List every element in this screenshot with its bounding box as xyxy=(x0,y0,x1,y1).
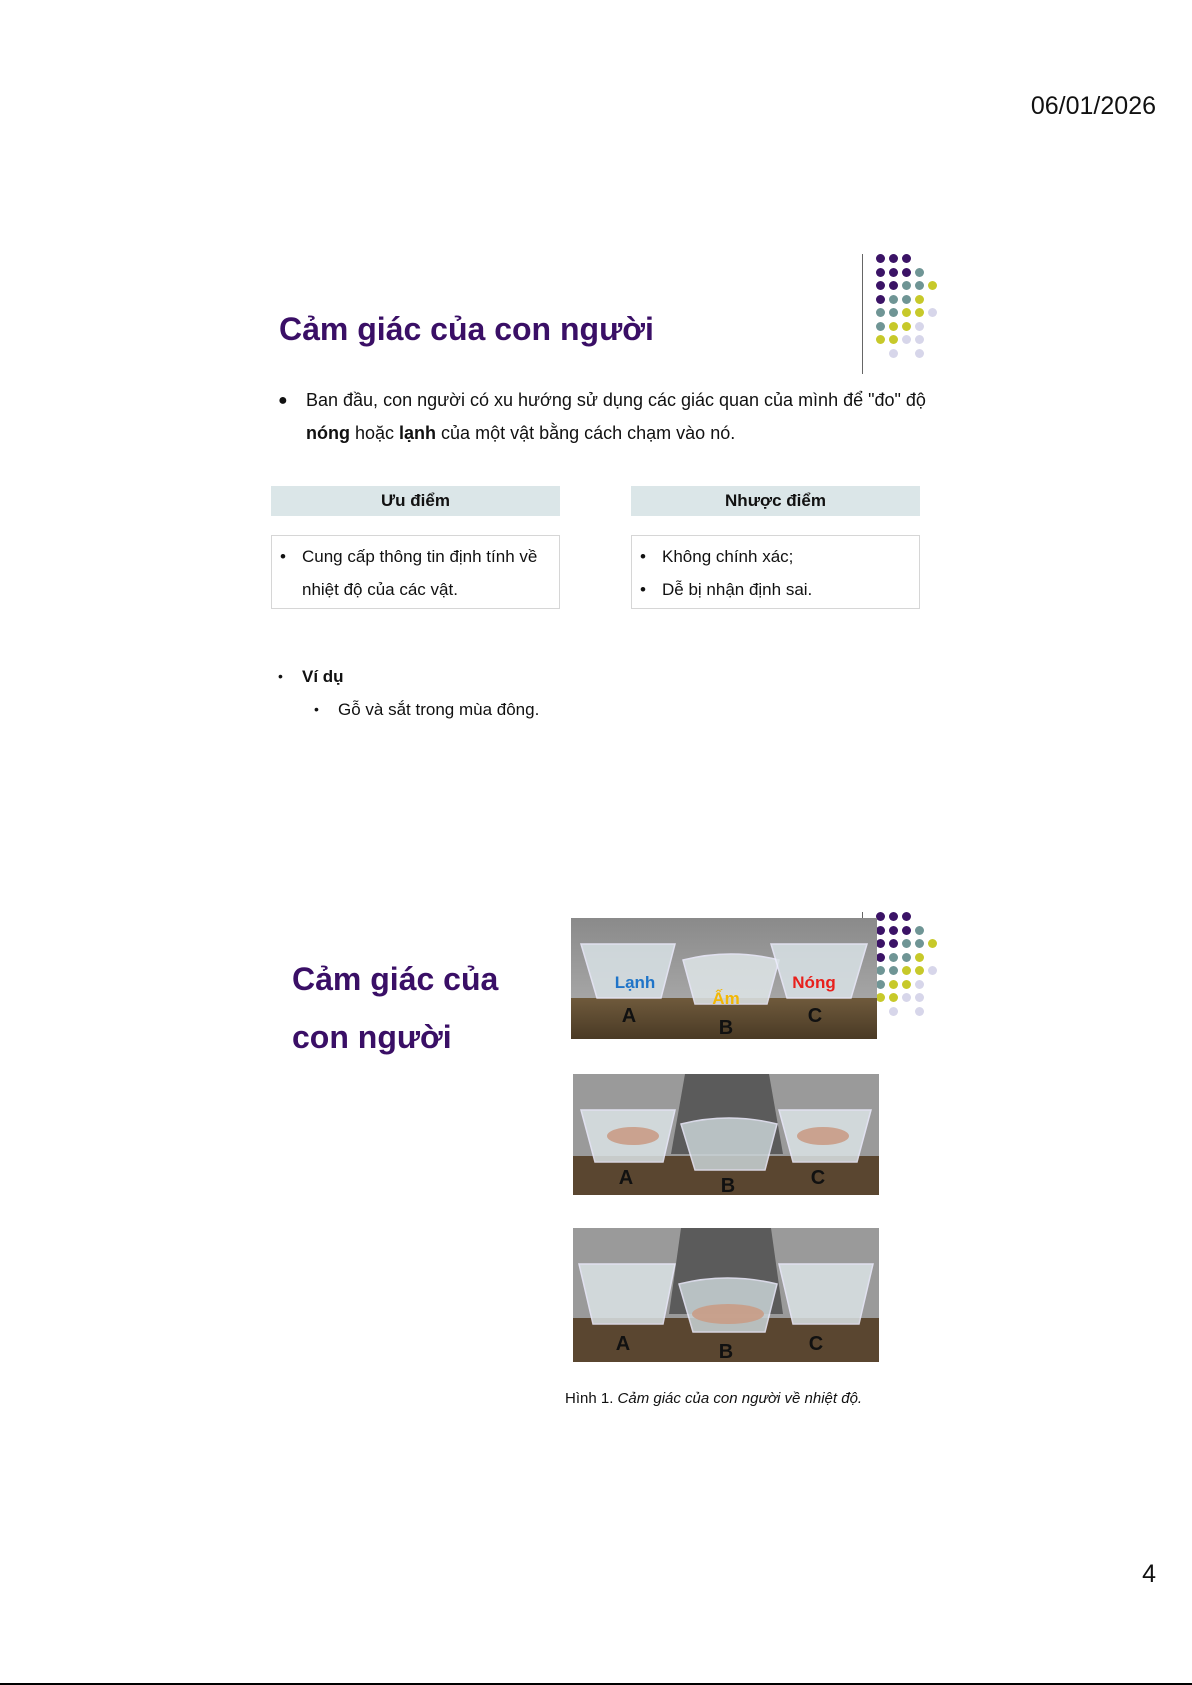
decorative-dot xyxy=(876,912,885,921)
decorative-dot xyxy=(889,281,898,290)
decorative-dot xyxy=(876,993,885,1002)
label-cold: Lạnh xyxy=(614,973,656,992)
slide1-dot-decoration xyxy=(876,254,956,364)
intro-text-part3: của một vật bằng cách chạm vào nó. xyxy=(436,423,736,443)
decorative-dot xyxy=(876,322,885,331)
slide1-example xyxy=(278,660,539,726)
decorative-dot xyxy=(889,295,898,304)
decorative-dot xyxy=(902,295,911,304)
decorative-dot xyxy=(876,335,885,344)
bowl-label-c: C xyxy=(807,1005,823,1027)
intro-bold-hot: nóng xyxy=(306,423,350,443)
decorative-dot xyxy=(889,939,898,948)
bowl-label-b: B xyxy=(720,1175,736,1195)
decorative-dot xyxy=(915,308,924,317)
decorative-dot xyxy=(915,281,924,290)
decorative-dot xyxy=(928,966,937,975)
slide1-divider-line xyxy=(862,254,863,374)
decorative-dot xyxy=(928,308,937,317)
decorative-dot xyxy=(915,966,924,975)
slide2-title-line2: con người xyxy=(292,1019,452,1055)
decorative-dot xyxy=(902,966,911,975)
bowl-label-a: A xyxy=(615,1333,631,1355)
page-number: 4 xyxy=(1142,1560,1156,1588)
decorative-dot xyxy=(889,335,898,344)
decorative-dot xyxy=(876,308,885,317)
header-date: 06/01/2026 xyxy=(1030,92,1156,120)
caption-prefix: Hình 1. xyxy=(565,1390,618,1407)
decorative-dot xyxy=(902,993,911,1002)
bowl-label-c: C xyxy=(810,1167,826,1189)
decorative-dot xyxy=(915,349,924,358)
bowl-label-a: A xyxy=(618,1167,634,1189)
photo-hands-in-middle-bowl xyxy=(573,1228,879,1362)
decorative-dot xyxy=(876,295,885,304)
decorative-dot xyxy=(876,254,885,263)
decorative-dot xyxy=(915,953,924,962)
decorative-dot xyxy=(889,912,898,921)
decorative-dot xyxy=(876,926,885,935)
decorative-dot xyxy=(902,308,911,317)
decorative-dot xyxy=(902,254,911,263)
decorative-dot xyxy=(902,912,911,921)
decorative-dot xyxy=(915,993,924,1002)
slide1-title: Cảm giác của con người xyxy=(279,311,654,347)
decorative-dot xyxy=(889,1007,898,1016)
decorative-dot xyxy=(876,939,885,948)
decorative-dot xyxy=(889,993,898,1002)
decorative-dot xyxy=(889,254,898,263)
decorative-dot xyxy=(902,335,911,344)
decorative-dot xyxy=(902,322,911,331)
decorative-dot xyxy=(902,281,911,290)
decorative-dot xyxy=(876,966,885,975)
disadvantages-box xyxy=(631,535,920,609)
caption-italic: Cảm giác của con người về nhiệt độ. xyxy=(617,1390,863,1407)
decorative-dot xyxy=(915,268,924,277)
intro-bold-cold: lạnh xyxy=(399,423,437,443)
intro-text-part1: Ban đầu, con người có xu hướng sử dụng các giác quan của mình để "đo" độ xyxy=(306,390,926,410)
decorative-dot xyxy=(928,939,937,948)
decorative-dot xyxy=(876,980,885,989)
figure-caption xyxy=(565,1390,862,1407)
decorative-dot xyxy=(915,1007,924,1016)
decorative-dot xyxy=(902,268,911,277)
decorative-dot xyxy=(889,308,898,317)
decorative-dot xyxy=(915,980,924,989)
decorative-dot xyxy=(889,268,898,277)
advantages-item: • Cung cấp thông tin định tính về nhiệt độ của các vật. xyxy=(280,540,551,606)
decorative-dot xyxy=(915,335,924,344)
decorative-dot xyxy=(889,322,898,331)
decorative-dot xyxy=(876,281,885,290)
photo-hands-in-outer-bowls xyxy=(573,1074,879,1195)
decorative-dot xyxy=(889,349,898,358)
intro-bullet-icon: ● xyxy=(278,392,288,409)
decorative-dot xyxy=(876,268,885,277)
bowl-label-b: B xyxy=(718,1017,734,1039)
slide2-dot-decoration xyxy=(876,912,956,1022)
decorative-dot xyxy=(889,953,898,962)
decorative-dot xyxy=(902,953,911,962)
disadvantages-item: • Dễ bị nhận định sai. xyxy=(640,573,911,606)
decorative-dot xyxy=(902,926,911,935)
decorative-dot xyxy=(902,980,911,989)
bowl-label-c: C xyxy=(808,1333,824,1355)
decorative-dot xyxy=(915,322,924,331)
disadvantages-item: • Không chính xác; xyxy=(640,540,911,573)
advantages-box xyxy=(271,535,560,609)
decorative-dot xyxy=(915,295,924,304)
decorative-dot xyxy=(915,939,924,948)
example-item: • Gỗ và sắt trong mùa đông. xyxy=(314,693,539,726)
decorative-dot xyxy=(902,939,911,948)
photo-bowls-labeled xyxy=(571,918,877,1039)
disadvantages-header: Nhược điểm xyxy=(631,486,920,516)
advantages-header: Ưu điểm xyxy=(271,486,560,516)
decorative-dot xyxy=(889,926,898,935)
decorative-dot xyxy=(876,953,885,962)
bowl-label-b: B xyxy=(718,1341,734,1362)
bowl-label-a: A xyxy=(621,1005,637,1027)
slide2-title xyxy=(292,950,498,1066)
intro-text-part2: hoặc xyxy=(349,423,400,443)
slide2-title-line1: Cảm giác của xyxy=(292,961,499,997)
decorative-dot xyxy=(889,980,898,989)
example-heading: • Ví dụ xyxy=(278,660,539,693)
label-hot: Nóng xyxy=(792,973,836,992)
decorative-dot xyxy=(928,281,937,290)
decorative-dot xyxy=(915,926,924,935)
decorative-dot xyxy=(889,966,898,975)
label-warm: Ấm xyxy=(712,989,740,1008)
slide1-intro-paragraph xyxy=(278,384,938,450)
